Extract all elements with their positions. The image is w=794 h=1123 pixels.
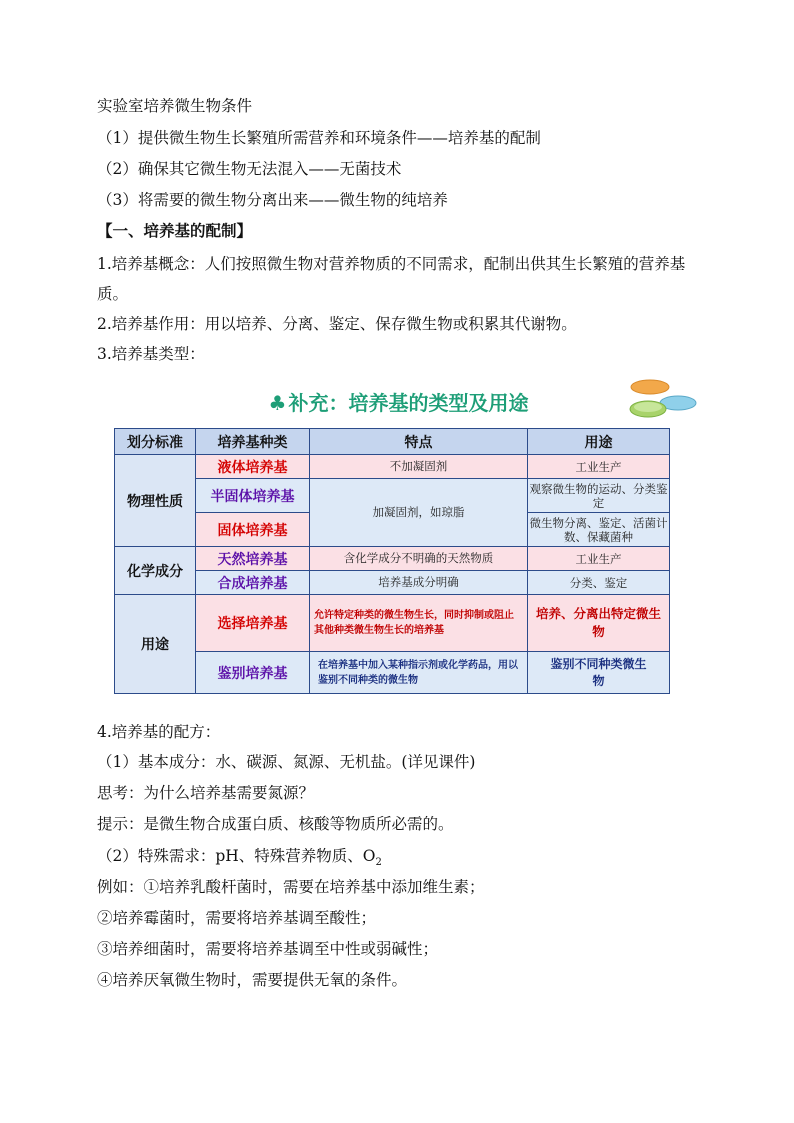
use-natural: 工业生产	[528, 547, 670, 571]
feature-semisolid-solid: 加凝固剂，如琼脂	[310, 479, 528, 547]
category-use: 用途	[115, 595, 196, 694]
type-semisolid: 半固体培养基	[196, 479, 310, 513]
type-synthetic: 合成培养基	[196, 571, 310, 595]
feature-natural: 含化学成分不明确的天然物质	[310, 547, 528, 571]
petri-dish-icon	[628, 377, 698, 423]
feature-selective: 允许特定种类的微生物生长，同时抑制或阻止其他种类微生物生长的培养基	[310, 595, 528, 652]
concept-line-1: 1.培养基概念：人们按照微生物对营养物质的不同需求，配制出供其生长繁殖的营养基	[97, 255, 686, 273]
use-solid: 微生物分离、鉴定、活菌计数、保藏菌种	[528, 513, 670, 547]
basic-components: （1）基本成分：水、碳源、氮源、无机盐。(详见课件)	[97, 753, 476, 771]
club-icon: ♣	[268, 391, 287, 415]
feature-synthetic: 培养基成分明确	[310, 571, 528, 595]
think-question: 思考：为什么培养基需要氮源？	[97, 784, 315, 802]
intro-heading: 实验室培养微生物条件	[97, 97, 253, 115]
medium-types-figure	[97, 377, 700, 710]
types-label: 3.培养基类型：	[97, 345, 205, 363]
type-selective: 选择培养基	[196, 595, 310, 652]
use-synthetic: 分类、鉴定	[528, 571, 670, 595]
header-feature: 特点	[310, 429, 528, 455]
header-criterion: 划分标准	[115, 429, 196, 455]
example-1: 例如：①培养乳酸杆菌时，需要在培养基中添加维生素；	[97, 878, 485, 896]
function-paragraph: 2.培养基作用：用以培养、分离、鉴定、保存微生物或积累其代谢物。	[97, 315, 577, 333]
type-differential: 鉴别培养基	[196, 652, 310, 694]
concept-line-2: 质。	[97, 285, 129, 303]
header-type: 培养基种类	[196, 429, 310, 455]
category-chemical: 化学成分	[115, 547, 196, 595]
type-solid: 固体培养基	[196, 513, 310, 547]
formula-heading: 4.培养基的配方：	[97, 723, 221, 741]
type-liquid: 液体培养基	[196, 455, 310, 479]
example-4: ④培养厌氧微生物时，需要提供无氧的条件。	[97, 971, 408, 989]
intro-item-3: （3）将需要的微生物分离出来——微生物的纯培养	[97, 191, 448, 209]
intro-item-1: （1）提供微生物生长繁殖所需营养和环境条件——培养基的配制	[97, 129, 541, 147]
feature-differential: 在培养基中加入某种指示剂或化学药品，用以鉴别不同种类的微生物	[310, 652, 528, 694]
hint-answer: 提示：是微生物合成蛋白质、核酸等物质所必需的。	[97, 815, 454, 833]
use-differential: 鉴别不同种类微生物	[528, 652, 670, 694]
section-title: 【一、培养基的配制】	[97, 221, 253, 240]
use-selective: 培养、分离出特定微生物	[528, 595, 670, 652]
intro-item-2: （2）确保其它微生物无法混入——无菌技术	[97, 160, 402, 178]
use-semisolid: 观察微生物的运动、分类鉴定	[528, 479, 670, 513]
example-3: ③培养细菌时，需要将培养基调至中性或弱碱性；	[97, 940, 439, 958]
medium-types-table	[114, 428, 670, 694]
header-use: 用途	[528, 429, 670, 455]
type-natural: 天然培养基	[196, 547, 310, 571]
feature-liquid: 不加凝固剂	[310, 455, 528, 479]
example-2: ②培养霉菌时，需要将培养基调至酸性；	[97, 909, 377, 927]
use-liquid: 工业生产	[528, 455, 670, 479]
special-needs: （2）特殊需求：pH、特殊营养物质、$O_2$	[97, 847, 382, 869]
category-physical: 物理性质	[115, 455, 196, 547]
figure-title: ♣ 补充：培养基的类型及用途	[268, 391, 529, 415]
